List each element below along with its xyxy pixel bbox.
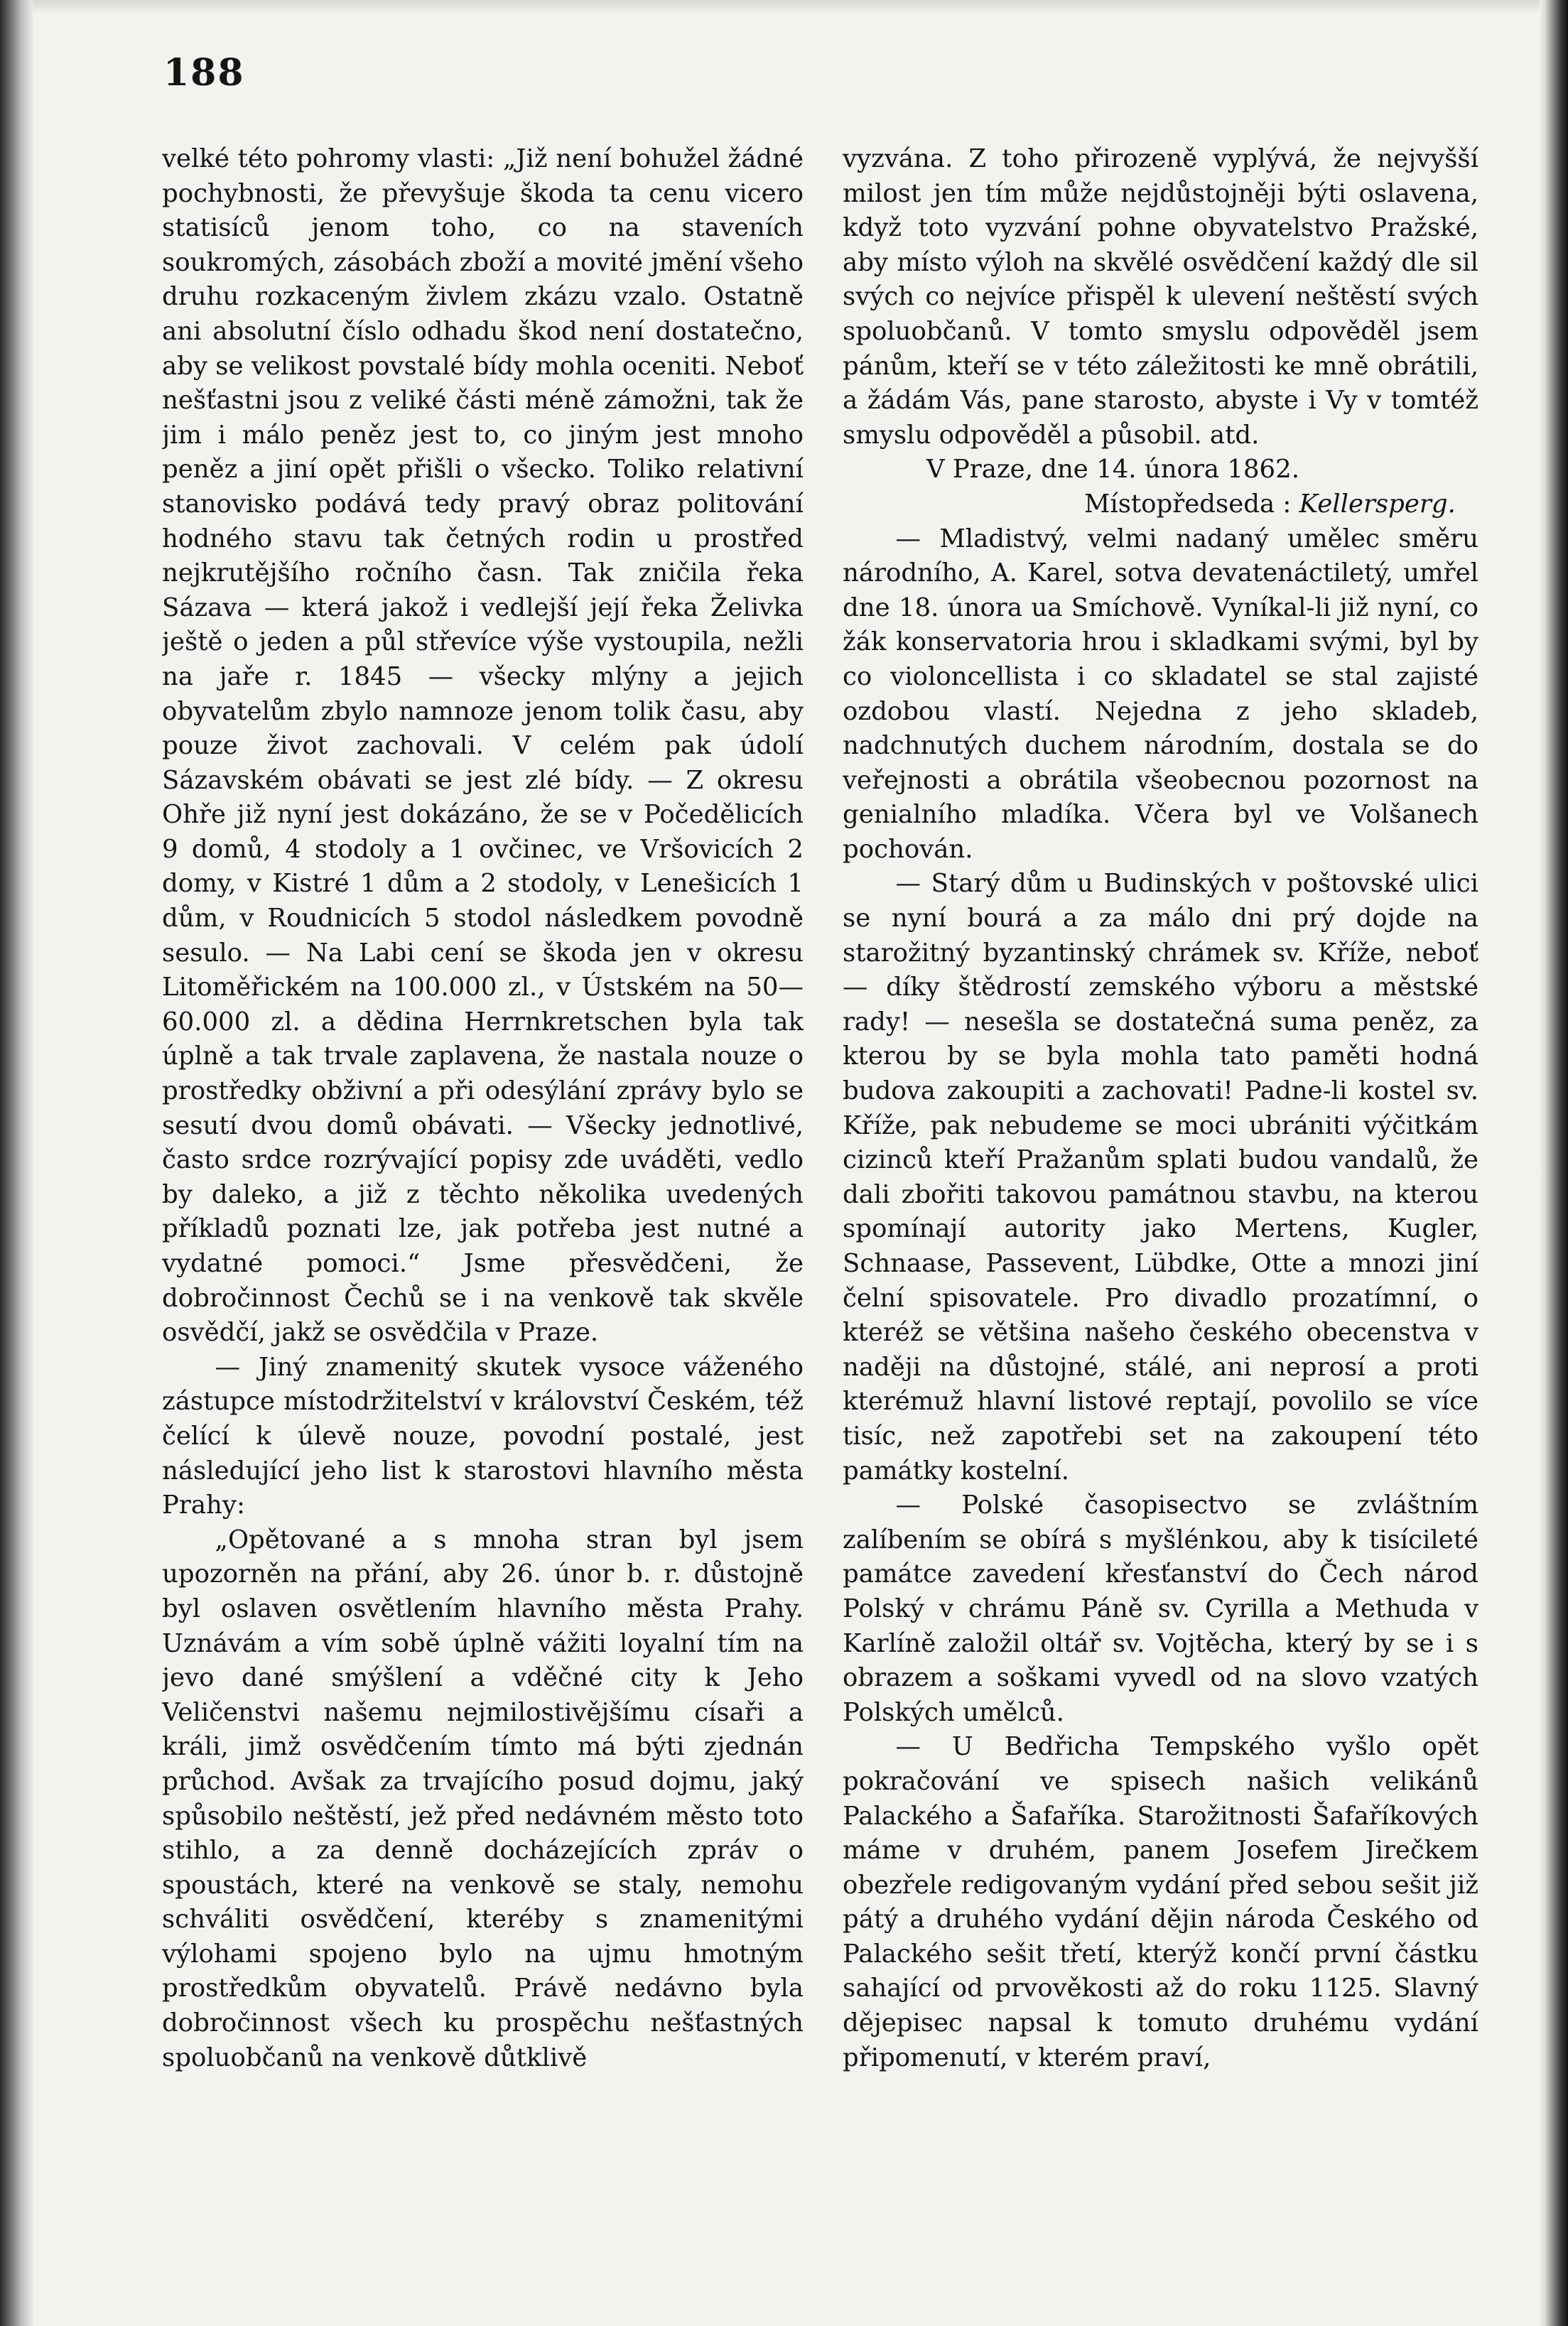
right-paragraph: — U Bedřicha Tempského vyšlo opět pokračování ve spisech našich velikánů Palackého a Šafaříka. Starožitnosti Šafaříkových máme v druhém, panem Josefem Jirečkem obezřele redigovaným vydání před sebou sešit již pátý a druhého vydání dějin národa Českého od Palackého sešit třetí, kterýž končí první částku sahající od prvověkosti až do roku 1125. Slavný dějepisec napsal k tomuto druhému vydání připomenutí, v kterém praví, (843, 1732, 1478, 2072)
right-column (843, 142, 1478, 2273)
scan-right-edge (1540, 0, 1568, 2326)
scan-top-edge (0, 0, 1568, 14)
dateline: V Praze, dne 14. února 1862. (926, 455, 1299, 485)
signature-name: Kellersperg. (1299, 489, 1456, 519)
scan-binding-shadow (0, 0, 33, 2326)
right-paragraph: — Mladistvý, velmi nadaný umělec směru národního, A. Karel, sotva devatenáctiletý, umřel dne 18. února ua Smíchově. Vyníkal-li již nyní, co žák konservatoria hrou i skladkami svými, byl by co violoncellista i co skladatel se stal zajisté ozdobou vlastí. Nejedna z jeho skladeb, nadchnutých duchem národním, dostala se do veřejnosti a obrátila všeobecnou pozornost na genialního mladíka. Včera byl ve Volšanech pochován. (843, 524, 1478, 864)
signature-line (843, 487, 1478, 522)
right-paragraph: — Polské časopisectvo se zvláštním zalíbením se obírá s myšlénkou, aby k tisícileté památce zavedení křesťanství do Čech národ Polský v chrámu Páně sv. Cyrilla a Methuda v Karlíně založil oltář sv. Vojtěcha, který by se i s obrazem a soškami vyvedl od na slovo vzatých Polských umělců. (843, 1491, 1478, 1727)
left-paragraph: velké této pohromy vlasti: „Již není bohužel žádné pochybnosti, že převyšuje škoda ta cenu vicero statisíců jenom toho, co na staveních soukromých, zásobách zboží a movité jmění všeho druhu rozkaceným živlem zkázu vzalo. Ostatně ani absolutní číslo odhadu škod není dostatečno, aby se velikost povstalé bídy mohla oceniti. Neboť nešťastni jsou z veliké části méně zámožni, tak že jim i málo peněz jest to, co jiným jest mnoho peněz a jiní opět přišli o všecko. Toliko relativní stanovisko podává tedy pravý obraz politování hodného stavu tak četných rodin u prostřed nejkrutějšího ročního časn. Tak zničila řeka Sázava — která jakož i vedlejší její řeka Želivka ještě o jeden a půl střevíce výše vystoupila, nežli na jaře r. 1845 — všecky mlýny a jejich obyvatelům zbylo namnoze jenom tolik času, aby pouze život zachovali. V celém pak údolí Sázavském obávati se jest zlé bídy. — Z okresu Ohře již nyní jest dokázáno, že se v Počedělicích 9 domů, 4 stodoly a 1 ovčinec, ve Vršovicích 2 domy, v Kistré 1 dům a 2 stodoly, v Lenešicích 1 dům, v Roudnicích 5 stodol následkem povodně sesulo. — Na Labi cení se škoda jen v okresu Litoměřickém na 100.000 zl., v Ústském na 50—60.000 zl. a dědina Herrnkretschen byla tak úplně a tak trvale zaplavena, že nastala nouze o prostředky obživní a při odesýlání zprávy bylo se sesutí dvou domů obávati. — Všecky jednotlivé, často srdce rozrývající popisy zde uváděti, vedlo by daleko, a již z těchto několika uvedených příkladů poznati lze, jak potřeba jest nutné a vydatné pomoci.“ Jsme přesvědčeni, že dobročinnost Čechů se i na venkově tak skvěle osvědčí, jakž se osvědčila v Praze. (162, 144, 804, 1348)
page-number: 188 (163, 51, 245, 94)
left-paragraph: „Opětované a s mnoha stran byl jsem upozorněn na přání, aby 26. únor b. r. důstojně byl oslaven osvětlením hlavního města Prahy. Uznávám a vím sobě úplně vážiti loyalní tím na jevo dané smýšlení a vděčné city k Jeho Veličenstvi našemu nejmilostivějšímu císaři a králi, jimž osvědčením tímto má býti zjednán průchod. Avšak za trvajícího posud dojmu, jaký spůsobilo neštěstí, jež před nedávném město toto stihlo, a za denně docházejících zpráv o spoustách, které na venkově se staly, nemohu schváliti osvědčení, kteréby s znamenitými výlohami spojeno bylo na ujmu hmotným prostředkům obyvatelů. Právě nedávno byla dobročinnost všech ku prospěchu nešťastných spoluobčanů na venkově důtklivě (162, 1525, 804, 2072)
right-paragraph: — Starý dům u Budinských v poštovské ulici se nyní bourá a za málo dni prý dojde na starožitný byzantinský chrámek sv. Kříže, neboť — díky štědrostí zemského výboru a městské rady! — nesešla se dostatečná suma peněz, za kterou by se byla mohla tato paměti hodná budova zakoupiti a zachovati! Padne-li kostel sv. Kříže, pak nebudeme se moci ubrániti výčitkám cizinců kteří Pražanům splati budou vandalů, že dali zbořiti takovou památnou stavbu, na kterou spomínají autority jako Mertens, Kugler, Schnaase, Passevent, Lübdke, Otte a mnozi jiní čelní spisovatele. Pro divadlo prozatímní, o kteréž se většina našeho českého obecenstva v naději na důstojné, stálé, ani neprosí a proti kterémuž hlavní listové reptají, povolilo se více tisíc, než zapotřebi set na zakoupení této památky kostelní. (843, 869, 1478, 1486)
right-paragraph: vyzvána. Z toho přirozeně vyplývá, že nejvyšší milost jen tím může nejdůstojněji býti oslavena, když toto vyzvání pohne obyvatelstvo Pražské, aby místo výloh na skvělé osvědčení každý dle sil svých co nejvíce přispěl k ulevení neštěstí svých spoluobčanů. V tomto smyslu odpověděl jsem pánům, kteří se v této záležitosti ke mně obrátili, a žádám Vás, pane starosto, abyste i Vy v tomtéž smyslu odpověděl a působil. atd. (843, 144, 1478, 450)
left-column (162, 142, 804, 2273)
signature-title: Místopředseda : (1084, 489, 1292, 519)
left-paragraph: — Jiný znamenitý skutek vysoce váženého zástupce místodržitelství v království Českém, též čelící k úlevě nouze, povodní postalé, jest následující jeho list k starostovi hlavního města Prahy: (162, 1352, 804, 1520)
